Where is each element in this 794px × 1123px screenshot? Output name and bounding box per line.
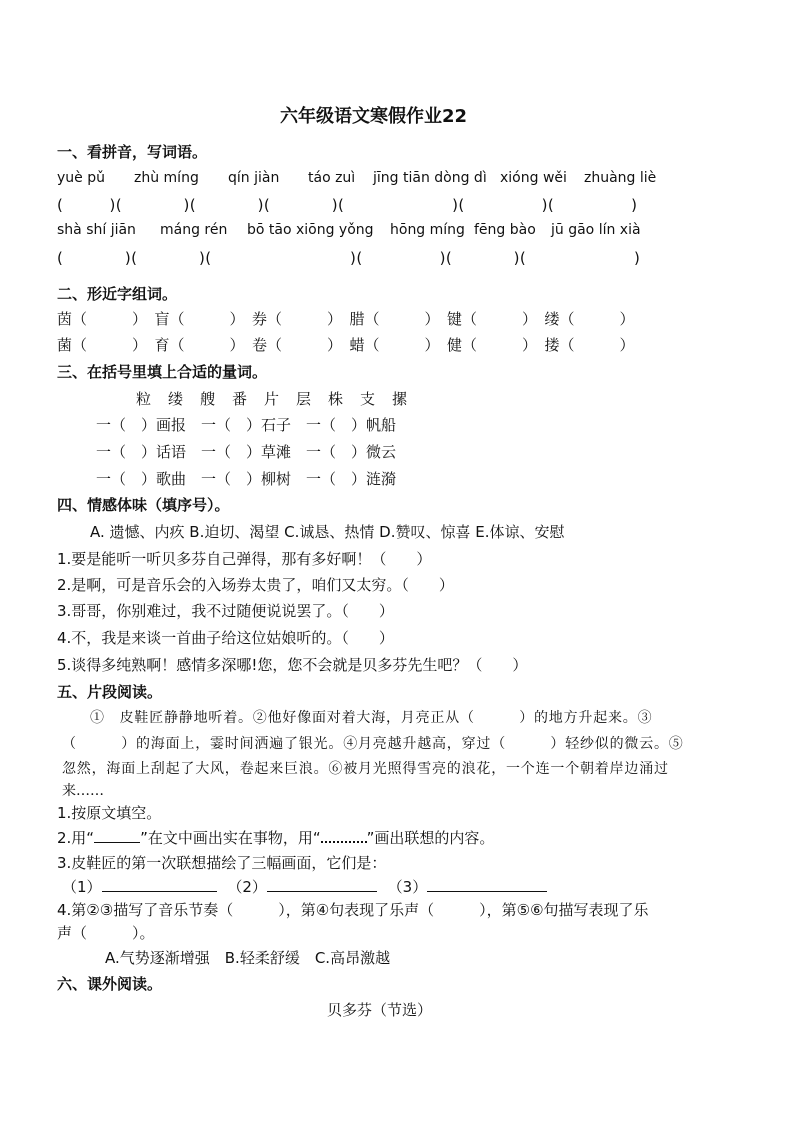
measure-word-row-1[interactable]: 一（ ）画报 一（ ）石子 一（ ）帆船	[96, 416, 397, 434]
reading-question-4[interactable]: 4.第②③描写了音乐节奏（ ），第④句表现了乐声（ ），第⑤⑥句描写表现了乐	[57, 901, 649, 919]
section-1-heading: 一、看拼音，写词语。	[57, 143, 208, 161]
similar-chars-row-1[interactable]: 茵（ ） 盲（ ） 券（ ） 腊（ ） 键（ ） 缕（ ）	[57, 310, 635, 328]
emotion-options: A. 遗憾、内疚 B.迫切、渴望 C.诚恳、热情 D.赞叹、惊喜 E.体谅、安慰	[90, 523, 565, 541]
pinyin-item: máng rén	[160, 222, 228, 238]
reading-question-2	[57, 827, 494, 848]
pinyin-item: xióng wěi	[500, 170, 567, 186]
pinyin-item: shà shí jiān	[57, 222, 136, 238]
scene-answers	[62, 876, 547, 897]
pinyin-item: zhù míng	[134, 170, 199, 186]
q2-part-a: 2.用“	[57, 829, 95, 847]
pinyin-item: yuè pǔ	[57, 170, 105, 186]
section-5-heading: 五、片段阅读。	[57, 683, 163, 701]
section-2-heading: 二、形近字组词。	[57, 285, 178, 303]
scene-2-blank[interactable]	[267, 877, 377, 892]
page-title: 六年级语文寒假作业22	[280, 106, 468, 127]
pinyin-item: jīng tiān dòng dì	[373, 170, 487, 186]
reading-question-4-cont[interactable]: 声（ ）。	[57, 924, 155, 942]
pinyin-item: fēng bào	[474, 222, 536, 238]
section-3-heading: 三、在括号里填上合适的量词。	[57, 363, 268, 381]
similar-chars-row-2[interactable]: 菌（ ） 育（ ） 卷（ ） 蜡（ ） 健（ ） 搂（ ）	[57, 336, 635, 354]
reading-question-1: 1.按原文填空。	[57, 804, 162, 822]
wavy-underline-sample	[321, 829, 367, 843]
passage-line: ① 皮鞋匠静静地听着。②他好像面对着大海，月亮正从（ ）的地方升起来。③	[90, 710, 653, 726]
passage-line: （ ）的海面上，霎时间洒遍了银光。④月亮越升越高，穿过（ ）轻纱似的微云。⑤	[62, 736, 684, 752]
q2-part-b: ”在文中画出实在事物，用“	[140, 829, 321, 847]
pinyin-item: qín jiàn	[228, 170, 280, 186]
pinyin-item: jū gāo lín xià	[551, 222, 641, 238]
pinyin-item: zhuàng liè	[584, 170, 657, 186]
emotion-question-5[interactable]: 5.谈得多纯熟啊！感情多深哪!您，您不会就是贝多芬先生吧？（ ）	[57, 656, 528, 674]
scene-1-label: （1）	[62, 878, 102, 896]
scene-3-label: （3）	[387, 878, 428, 896]
scene-3-blank[interactable]	[427, 877, 547, 892]
section-6-heading: 六、课外阅读。	[57, 975, 163, 993]
emotion-question-3[interactable]: 3.哥哥，你别难过，我不过随便说说罢了。（ ）	[57, 602, 394, 620]
pinyin-item: hōng míng	[390, 222, 465, 238]
emotion-question-2[interactable]: 2.是啊，可是音乐会的入场券太贵了，咱们又太穷。（ ）	[57, 576, 454, 594]
passage-subtitle: 贝多芬（节选）	[327, 1001, 433, 1019]
measure-word-bank: 粒 缕 艘 番 片 层 株 支 摞	[136, 390, 409, 408]
passage-line: 来……	[62, 783, 104, 799]
passage-line: 忽然，海面上刮起了大风，卷起来巨浪。⑥被月光照得雪亮的浪花，一个连一个朝着岸边涌过	[62, 761, 669, 777]
reading-question-4-options: A.气势逐渐增强 B.轻柔舒缓 C.高昂激越	[105, 949, 391, 967]
pinyin-item: táo zuì	[308, 170, 356, 186]
straight-underline-sample	[94, 830, 140, 843]
section-4-heading: 四、情感体味（填序号）。	[57, 496, 230, 514]
reading-question-3: 3.皮鞋匠的第一次联想描绘了三幅画面，它们是：	[57, 854, 387, 872]
scene-1-blank[interactable]	[102, 877, 217, 892]
q2-part-c: ”画出联想的内容。	[366, 829, 495, 847]
scene-2-label: （2）	[227, 878, 267, 896]
measure-word-row-3[interactable]: 一（ ）歌曲 一（ ）柳树 一（ ）涟漪	[96, 470, 397, 488]
answer-brackets-row-2[interactable]: ( )( )( )( )( )( )	[57, 249, 641, 267]
pinyin-item: bō tāo xiōng yǒng	[247, 222, 374, 238]
emotion-question-1[interactable]: 1.要是能听一听贝多芬自己弹得，那有多好啊！（ ）	[57, 550, 432, 568]
measure-word-row-2[interactable]: 一（ ）话语 一（ ）草滩 一（ ）微云	[96, 443, 397, 461]
answer-brackets-row-1[interactable]: ( )( )( )( )( )( )( )	[57, 196, 638, 214]
emotion-question-4[interactable]: 4.不，我是来谈一首曲子给这位姑娘听的。（ ）	[57, 629, 394, 647]
